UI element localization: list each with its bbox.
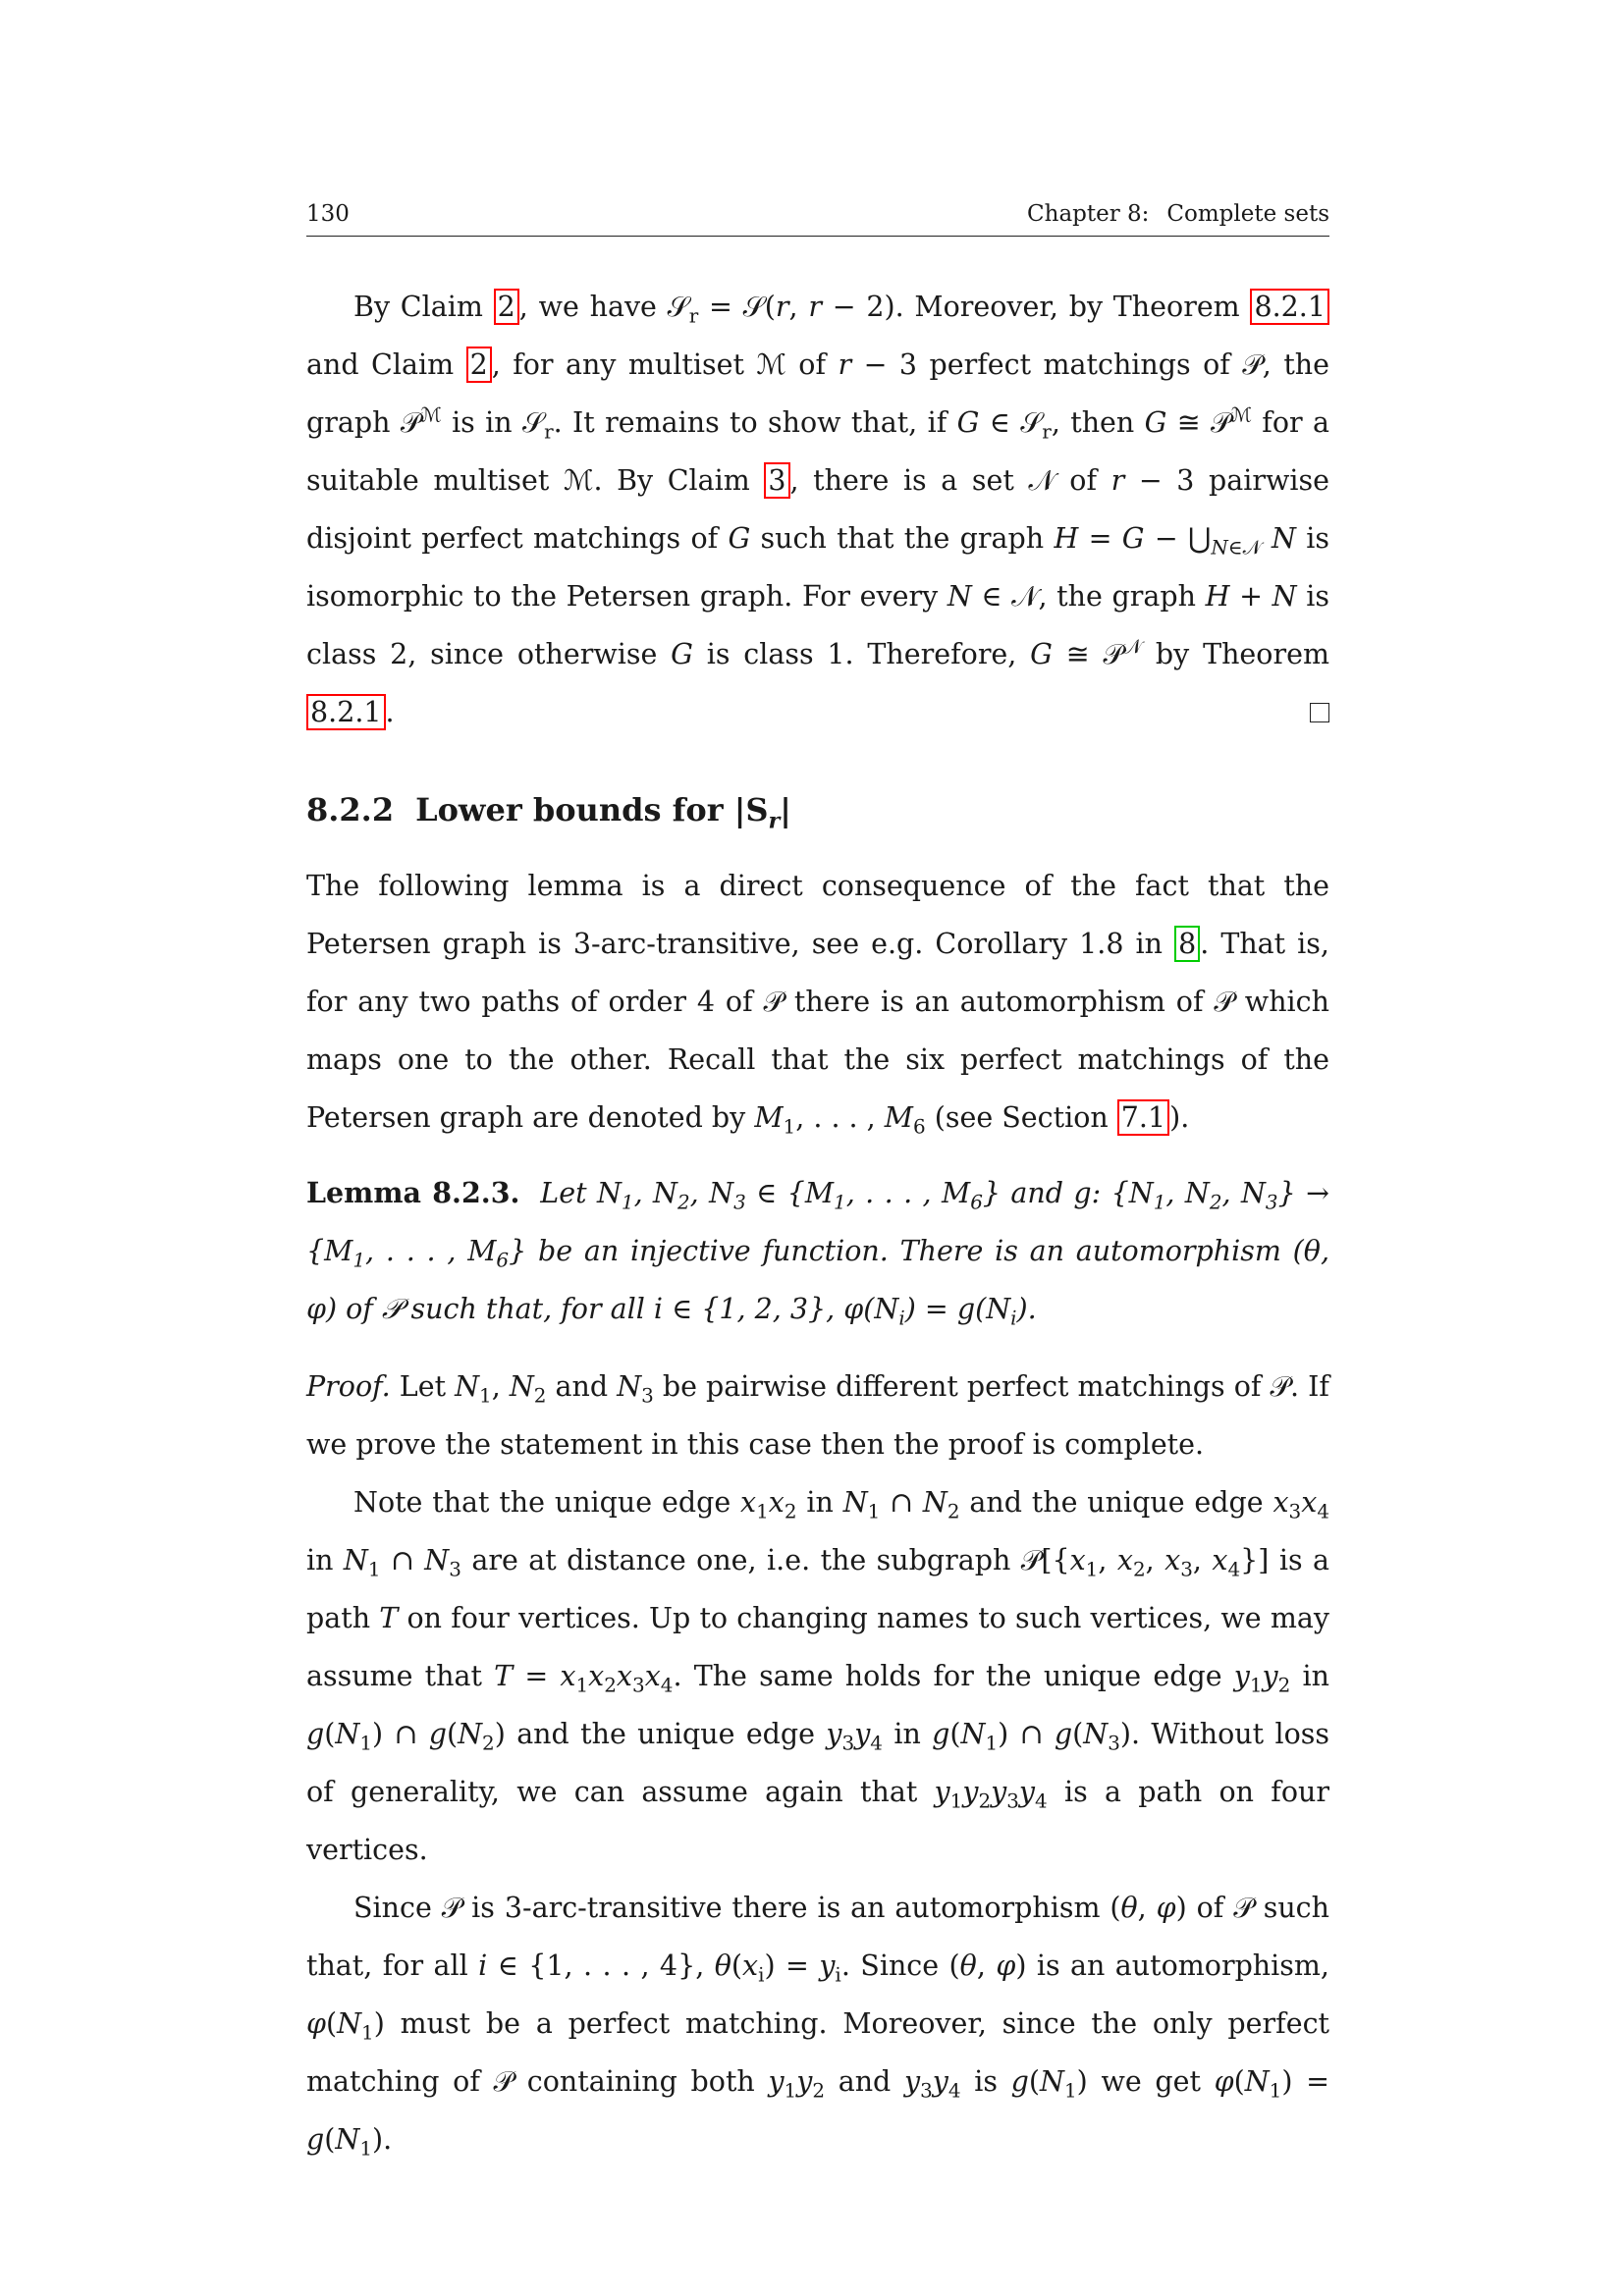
paragraph-intro: The following lemma is a direct consequence of the fact that the Petersen graph is 3-arc-transitive, see e.g. Corollary 1.8 in 8 . That is, for any two paths of order 4 of 𝒫 there is an automorphism of 𝒫 which maps one to the other. Recall that the six perfect matchings of the Petersen graph are denoted by $M_1$, . . . , $M_6$ (see Section 7.1 ). xyxy=(306,870,1329,1139)
lemma-8-2-3: Lemma 8.2.3. Let $N_1$, $N_2$, $N_3$ ∈ {$M_1$, . . . , $M_6$} and g: {$N_1$, $N_2$, $N_3\} \to \{M_1$, . . . , $M_6$} be an injective function. There is an automorphism (θ, φ) of 𝒫 such that, for all i ∈ {1, 2, 3}, $\varphi(N_i) = g(N_i)$. xyxy=(306,1176,1330,1330)
chapter-heading: Chapter 8: Complete sets xyxy=(1027,201,1329,227)
proof-paragraph-2: Note that the unique edge $x_1x_2$ in $N_1$ ∩ $N_2$ and the unique edge $x_3x_4$ in $N_1$ ∩ $N_3$ are at distance one, i.e. the subgraph $𝒫[\{x_1$, $x_2$, $x_3$, $x_4$}] is a path T on four vertices. Up to changing names to such vertices, we may assume that $T = x_1x_2x_3x_4$. The same holds for the unique edge $y_1y_2$ in $g(N_1)$ ∩ $g(N_2)$ and the unique edge $y_3y_4$ in $g(N_1)$ ∩ $g(N_3)$. Without loss of generality, we can assume again that $y_1y_2y_3y_4$ is a path on four vertices. xyxy=(306,1486,1330,1866)
theorem-8-2-1-link[interactable]: 8.2.1 xyxy=(1250,289,1329,325)
claim-3-link[interactable]: 3 xyxy=(764,462,789,499)
page-number: 130 xyxy=(306,201,350,227)
section-7-1-link[interactable]: 7.1 xyxy=(1117,1099,1169,1136)
page xyxy=(306,196,1329,2168)
proof-paragraph-1: Proof. Let $N_1$, $N_2$ and $N_3$ be pairwise different perfect matchings of 𝒫. If we prove the statement in this case then the proof is complete. xyxy=(306,1370,1329,1461)
claim-2-link[interactable]: 2 xyxy=(494,289,519,325)
qed-square xyxy=(1310,703,1329,722)
paragraph-proof-end: By Claim 2 , we have 𝒮$_r$ = 𝒮(r, r − 2). Moreover, by Theorem 8.2.1 and Claim 2 , for any multiset ℳ of r − 3 perfect matchings of 𝒫, the graph 𝒫$^ℳ$ is in 𝒮$_r$. It remains to show that, if G ∈ 𝒮$_r$, then G ≅ 𝒫$^ℳ$ for a suitable multiset ℳ. By Claim 3 , there is a set 𝒩 of r − 3 pairwise disjoint perfect matchings of G such that the graph $H = G - ⋃_{N\in 𝒩}$ N is isomorphic to the Petersen graph. For every N ∈ 𝒩, the graph H + N is class 2, since otherwise G is class 1. Therefore, G ≅ 𝒫$^𝒩$ by Theorem 8.2.1 . xyxy=(306,291,1330,728)
citation-8-link[interactable]: 8 xyxy=(1174,926,1200,962)
theorem-8-2-1-link-2[interactable]: 8.2.1 xyxy=(306,694,386,730)
running-header xyxy=(306,196,1329,237)
section-heading: 8.2.2 Lower bounds for $|S_r|$ xyxy=(306,791,791,834)
claim-2-link-2[interactable]: 2 xyxy=(466,347,492,383)
proof-paragraph-3: Since 𝒫 is 3-arc-transitive there is an automorphism (θ, φ) of 𝒫 such that, for all i ∈ {1, . . . , 4}, $\theta(x_i) = y_i$. Since (θ, φ) is an automorphism, $\varphi(N_1)$ must be a perfect matching. Moreover, since the only perfect matching of 𝒫 containing both $y_1y_2$ and $y_3y_4$ is $g(N_1)$ we get $\varphi(N_1) = g(N_1)$. xyxy=(306,1892,1330,2161)
